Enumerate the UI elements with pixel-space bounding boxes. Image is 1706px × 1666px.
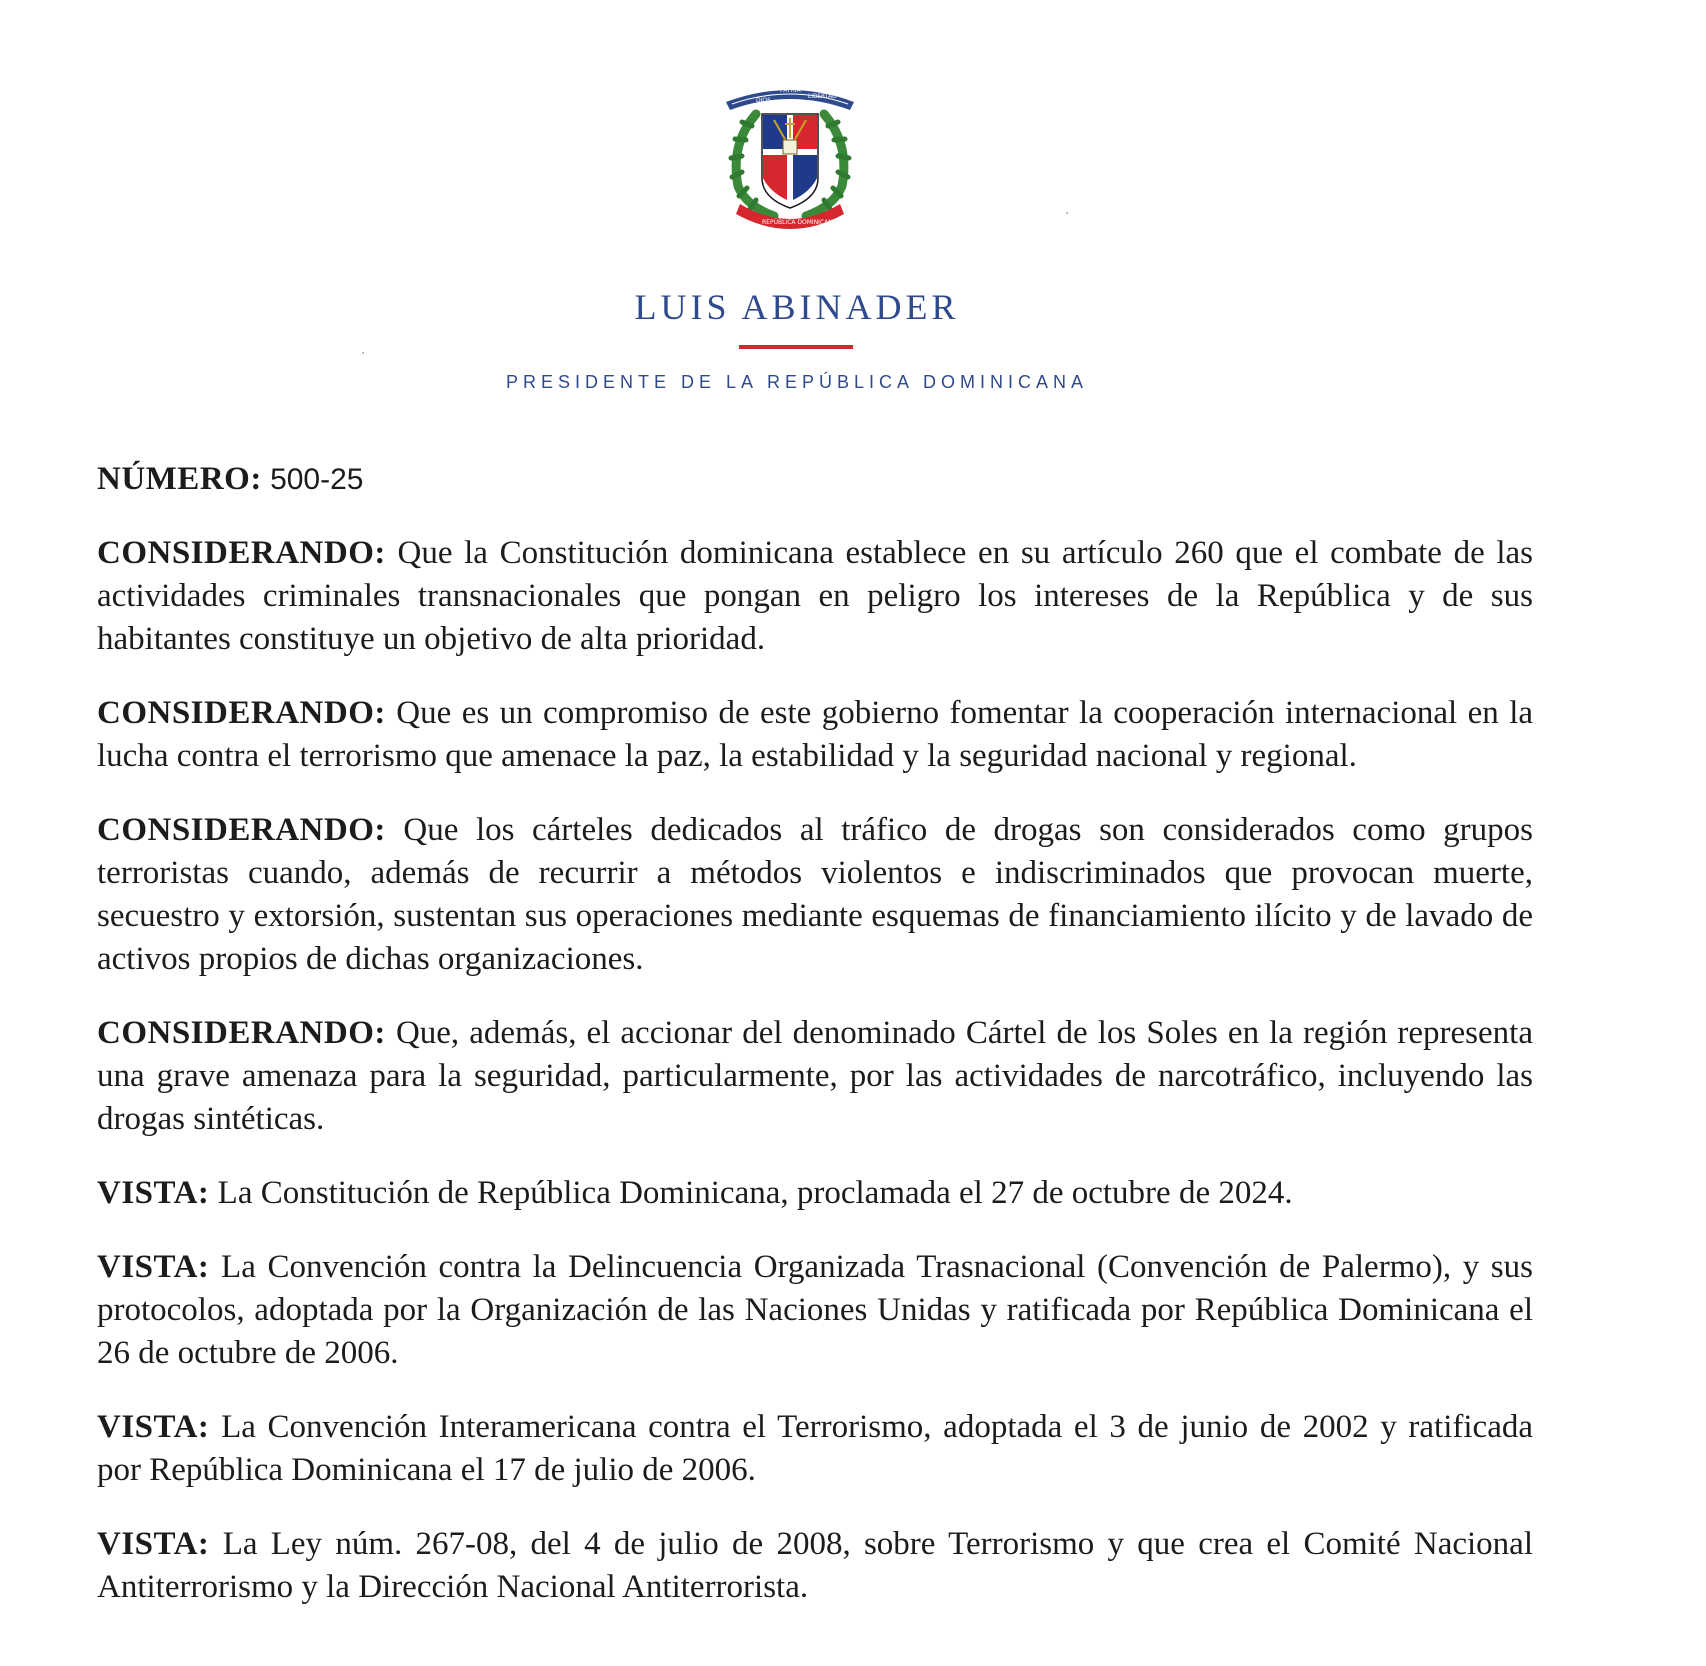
considerando-paragraph — [97, 1012, 1533, 1141]
vista-paragraph — [97, 1406, 1533, 1492]
numero-label: NÚMERO: — [97, 461, 262, 497]
considerando-paragraph — [97, 809, 1533, 981]
paragraph-label: VISTA: — [97, 1526, 210, 1562]
scan-speck — [362, 352, 364, 354]
paragraph-label: CONSIDERANDO: — [97, 1015, 386, 1051]
considerando-paragraph — [97, 532, 1533, 661]
numero-line — [97, 458, 1533, 501]
paragraph-text: Que, además, el accionar del denominado Cártel de los Soles en la región representa una grave amenaza para la seguridad, particularmente, por las actividades de narcotráfico, incluyendo las drogas sintéticas. — [97, 1015, 1533, 1137]
paragraph-label: CONSIDERANDO: — [97, 812, 386, 848]
paragraph-text: Que la Constitución dominicana establece en su artículo 260 que el combate de las actividades criminales transnacionales que pongan en peligro los intereses de la República y de sus habitantes constituye un objetivo de alta prioridad. — [97, 535, 1534, 657]
seal-text-dios: DIOS — [756, 97, 771, 104]
seal-text-patria: PATRIA — [780, 87, 801, 94]
president-name: LUIS ABINADER — [634, 287, 960, 327]
vista-paragraph — [97, 1523, 1533, 1609]
paragraph-text: Que los cárteles dedicados al tráfico de drogas son considerados como grupos terroristas cuando, además de recurrir a métodos violentos e indiscriminados que provocan muerte, secuestro y extorsión, sustentan sus operaciones mediante esquemas de financiamiento ilícito y de lavado de activos propios de dichas organizaciones. — [97, 812, 1534, 977]
paragraph-text: La Convención Interamericana contra el Terrorismo, adoptada el 3 de junio de 2002 y ratificada por República Dominicana el 17 de julio de 2006. — [97, 1409, 1533, 1488]
paragraph-label: VISTA: — [97, 1175, 210, 1211]
seal-text-republica: REPÚBLICA DOMINICANA — [762, 219, 837, 226]
vista-paragraph — [97, 1246, 1533, 1375]
paragraph-text: La Constitución de República Dominicana, proclamada el 27 de octubre de 2024. — [217, 1175, 1293, 1211]
paragraph-text: Que es un compromiso de este gobierno fomentar la cooperación internacional en la lucha contra el terrorismo que amenace la paz, la estabilidad y la seguridad nacional y regional. — [97, 695, 1534, 774]
seal-text-libertad: LIBERTAD — [808, 93, 837, 100]
title-divider — [739, 345, 853, 349]
paragraph-label: CONSIDERANDO: — [97, 695, 386, 731]
considerando-paragraph — [97, 692, 1533, 778]
decree-body — [97, 458, 1533, 1640]
paragraph-text: La Ley núm. 267-08, del 4 de julio de 2008, sobre Terrorismo y que crea el Comité Nacional Antiterrorismo y la Dirección Nacional Antiterrorista. — [97, 1526, 1534, 1605]
numero-value: 500-25 — [270, 463, 364, 496]
coat-of-arms-seal — [716, 74, 864, 234]
president-title: PRESIDENTE DE LA REPÚBLICA DOMINICANA — [505, 372, 1089, 392]
vista-paragraph — [97, 1172, 1533, 1215]
paragraph-text: La Convención contra la Delincuencia Organizada Trasnacional (Convención de Palermo), y sus protocolos, adoptada por la Organización de las Naciones Unidas y ratificada por República Dominicana el 26 de octubre de 2006. — [97, 1249, 1533, 1371]
scan-speck — [1066, 212, 1068, 214]
paragraph-label: VISTA: — [97, 1249, 210, 1285]
paragraph-label: CONSIDERANDO: — [97, 535, 386, 571]
paragraph-label: VISTA: — [97, 1409, 210, 1445]
